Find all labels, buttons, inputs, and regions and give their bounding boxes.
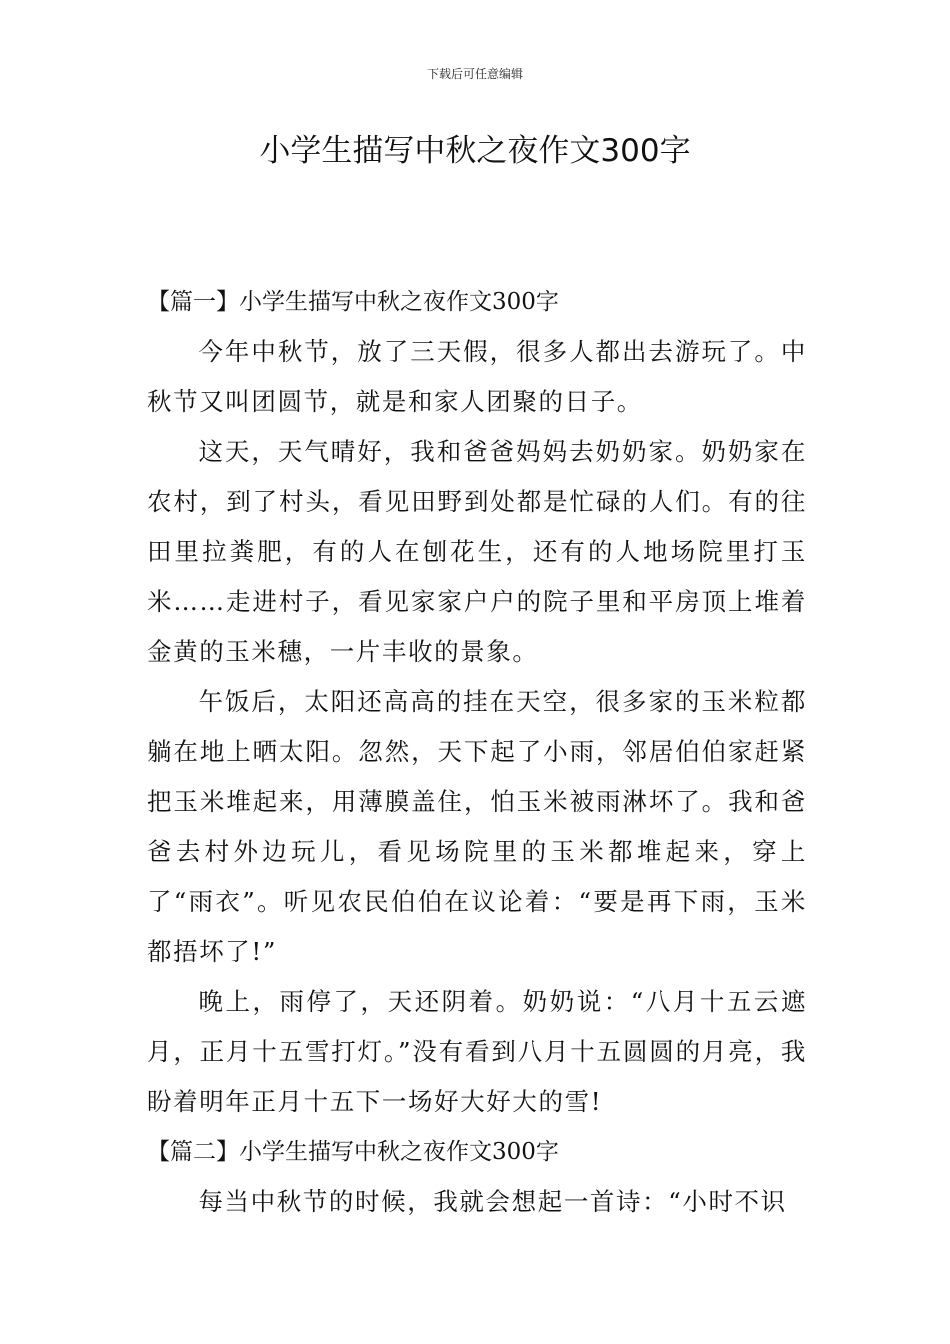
section-1: [147, 277, 807, 1127]
paragraph: 晚上，雨停了，天还阴着。奶奶说：“八月十五云遮月，正月十五雪打灯。”没有看到八月十五圆圆的月亮，我盼着明年正月十五下一场好大好大的雪!: [147, 987, 807, 1116]
document-title: 小学生描写中秋之夜作文300字: [259, 133, 691, 169]
paragraph: 午饭后，太阳还高高的挂在天空，很多家的玉米粒都躺在地上晒太阳。忽然，天下起了小雨，邻居伯伯家赶紧把玉米堆起来，用薄膜盖住，怕玉米被雨淋坏了。我和爸爸去村外边玩儿，看见场院里的玉米都堆起来，穿上了“雨衣”。听见农民伯伯在议论着：“要是再下雨，玉米都捂坏了!”: [147, 687, 807, 966]
paragraph: 这天，天气晴好，我和爸爸妈妈去奶奶家。奶奶家在农村，到了村头，看见田野到处都是忙碌的人们。有的往田里拉粪肥，有的人在刨花生，还有的人地场院里打玉米……走进村子，看见家家户户的院子里和平房顶上堆着金黄的玉米穗，一片丰收的景象。: [147, 437, 807, 666]
header-note: 下载后可任意编辑: [426, 67, 523, 81]
section-heading: 【篇二】小学生描写中秋之夜作文300字: [147, 1139, 559, 1165]
paragraph: 今年中秋节，放了三天假，很多人都出去游玩了。中秋节又叫团圆节，就是和家人团聚的日子。: [147, 337, 807, 416]
section-heading: 【篇一】小学生描写中秋之夜作文300字: [147, 289, 559, 315]
document-body: [147, 277, 807, 1227]
paragraph: 每当中秋节的时候，我就会想起一首诗：“小时不识: [198, 1187, 787, 1216]
section-2: [147, 1127, 807, 1227]
